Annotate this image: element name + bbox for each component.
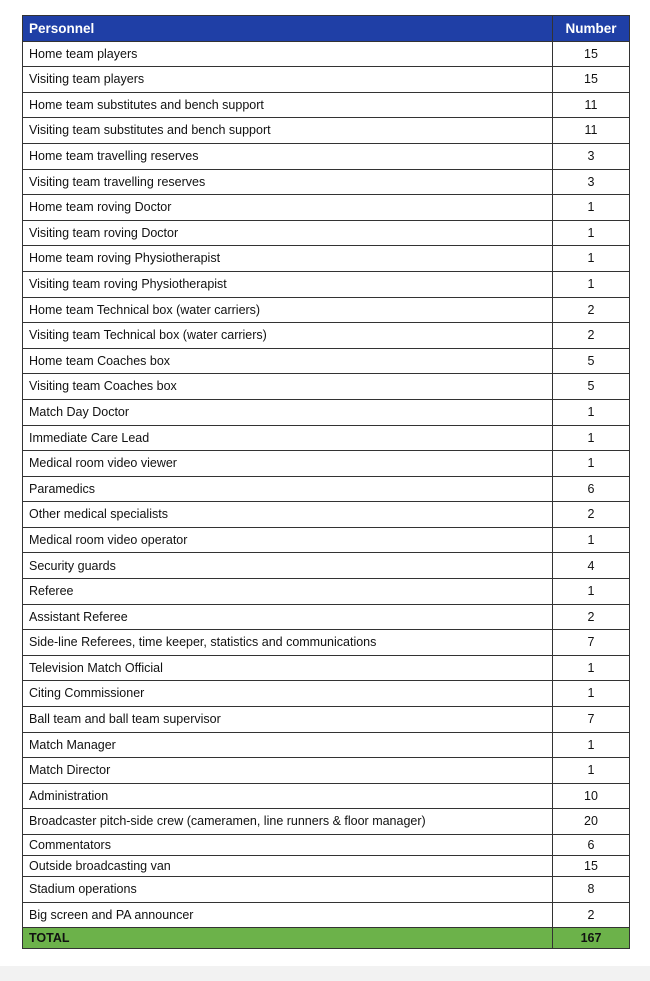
personnel-cell: Broadcaster pitch-side crew (cameramen, line runners & floor manager) (23, 809, 553, 835)
table-row (23, 220, 630, 246)
personnel-cell: Immediate Care Lead (23, 425, 553, 451)
number-cell: 3 (553, 143, 630, 169)
total-label: TOTAL (23, 928, 553, 949)
personnel-cell: Visiting team roving Doctor (23, 220, 553, 246)
number-cell: 6 (553, 476, 630, 502)
number-cell: 2 (553, 297, 630, 323)
personnel-cell: Home team substitutes and bench support (23, 92, 553, 118)
table-row (23, 246, 630, 272)
table-row (23, 835, 630, 856)
table-row (23, 579, 630, 605)
number-cell: 1 (553, 246, 630, 272)
number-cell: 11 (553, 118, 630, 144)
personnel-cell: Security guards (23, 553, 553, 579)
number-cell: 1 (553, 732, 630, 758)
number-cell: 7 (553, 630, 630, 656)
personnel-table (22, 15, 630, 949)
personnel-cell: Commentators (23, 835, 553, 856)
table-row (23, 374, 630, 400)
table-row (23, 451, 630, 477)
table-row (23, 195, 630, 221)
table-row (23, 902, 630, 928)
number-cell: 15 (553, 41, 630, 67)
table-row (23, 476, 630, 502)
table-row (23, 169, 630, 195)
personnel-cell: Visiting team travelling reserves (23, 169, 553, 195)
table-row (23, 92, 630, 118)
table-row (23, 877, 630, 903)
table-row (23, 630, 630, 656)
table-row (23, 758, 630, 784)
table-row (23, 553, 630, 579)
table-row (23, 399, 630, 425)
number-cell: 1 (553, 451, 630, 477)
personnel-cell: Home team Coaches box (23, 348, 553, 374)
personnel-cell: Match Manager (23, 732, 553, 758)
number-cell: 8 (553, 877, 630, 903)
total-row (23, 928, 630, 949)
number-cell: 2 (553, 323, 630, 349)
number-cell: 1 (553, 425, 630, 451)
table-row (23, 732, 630, 758)
personnel-cell: Television Match Official (23, 655, 553, 681)
personnel-cell: Stadium operations (23, 877, 553, 903)
number-cell: 15 (553, 67, 630, 93)
personnel-cell: Paramedics (23, 476, 553, 502)
table-row (23, 604, 630, 630)
personnel-cell: Match Director (23, 758, 553, 784)
personnel-cell: Home team players (23, 41, 553, 67)
number-cell: 1 (553, 579, 630, 605)
personnel-cell: Other medical specialists (23, 502, 553, 528)
table-row (23, 297, 630, 323)
total-value: 167 (553, 928, 630, 949)
personnel-cell: Medical room video operator (23, 527, 553, 553)
number-cell: 6 (553, 835, 630, 856)
personnel-cell: Visiting team Technical box (water carriers) (23, 323, 553, 349)
number-cell: 3 (553, 169, 630, 195)
table-row (23, 856, 630, 877)
table-row (23, 655, 630, 681)
personnel-cell: Home team roving Physiotherapist (23, 246, 553, 272)
table-row (23, 527, 630, 553)
table-row (23, 681, 630, 707)
table-row (23, 143, 630, 169)
number-cell: 1 (553, 681, 630, 707)
table-body (23, 41, 630, 928)
number-cell: 7 (553, 707, 630, 733)
personnel-cell: Visiting team substitutes and bench support (23, 118, 553, 144)
number-cell: 1 (553, 271, 630, 297)
number-cell: 11 (553, 92, 630, 118)
number-cell: 1 (553, 655, 630, 681)
table-header-row (23, 16, 630, 42)
personnel-cell: Visiting team players (23, 67, 553, 93)
personnel-column-header: Personnel (23, 16, 553, 42)
personnel-cell: Outside broadcasting van (23, 856, 553, 877)
number-column-header: Number (553, 16, 630, 42)
number-cell: 1 (553, 758, 630, 784)
number-cell: 2 (553, 902, 630, 928)
number-cell: 1 (553, 399, 630, 425)
personnel-cell: Home team roving Doctor (23, 195, 553, 221)
table-row (23, 502, 630, 528)
personnel-cell: Big screen and PA announcer (23, 902, 553, 928)
personnel-cell: Side-line Referees, time keeper, statistics and communications (23, 630, 553, 656)
number-cell: 1 (553, 195, 630, 221)
personnel-cell: Match Day Doctor (23, 399, 553, 425)
number-cell: 5 (553, 374, 630, 400)
personnel-cell: Medical room video viewer (23, 451, 553, 477)
personnel-cell: Home team Technical box (water carriers) (23, 297, 553, 323)
personnel-cell: Assistant Referee (23, 604, 553, 630)
table-row (23, 67, 630, 93)
table-row (23, 348, 630, 374)
personnel-cell: Visiting team roving Physiotherapist (23, 271, 553, 297)
personnel-cell: Administration (23, 783, 553, 809)
personnel-cell: Visiting team Coaches box (23, 374, 553, 400)
personnel-cell: Home team travelling reserves (23, 143, 553, 169)
table-row (23, 425, 630, 451)
table-row (23, 41, 630, 67)
table-row (23, 783, 630, 809)
table-row (23, 707, 630, 733)
table-row (23, 118, 630, 144)
table-row (23, 271, 630, 297)
table-row (23, 809, 630, 835)
number-cell: 5 (553, 348, 630, 374)
number-cell: 15 (553, 856, 630, 877)
personnel-cell: Referee (23, 579, 553, 605)
number-cell: 2 (553, 502, 630, 528)
number-cell: 20 (553, 809, 630, 835)
personnel-cell: Citing Commissioner (23, 681, 553, 707)
number-cell: 4 (553, 553, 630, 579)
personnel-cell: Ball team and ball team supervisor (23, 707, 553, 733)
table-row (23, 323, 630, 349)
number-cell: 2 (553, 604, 630, 630)
number-cell: 1 (553, 527, 630, 553)
number-cell: 1 (553, 220, 630, 246)
number-cell: 10 (553, 783, 630, 809)
